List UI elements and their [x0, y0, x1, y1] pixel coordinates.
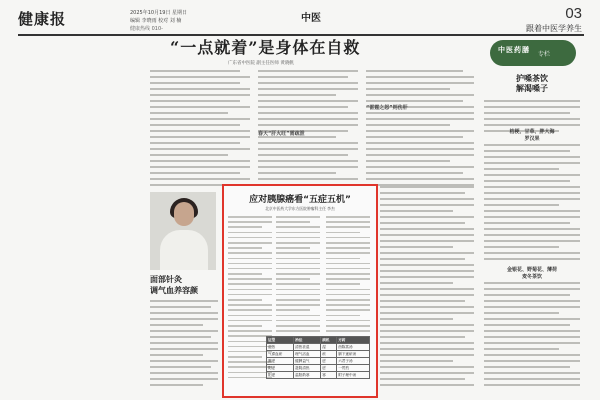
table-cell: 寒 [321, 372, 337, 379]
sidebar-subhead-2: 罗汉果 [524, 136, 540, 142]
issue-date: 2025年10月19日 星期日 [130, 10, 188, 16]
table-cell: 茵陈蒿汤 [337, 344, 370, 351]
table-cell: 证型 [267, 337, 294, 344]
table-cell: 病机 [321, 337, 337, 344]
column-logo-sub: 专栏 [538, 51, 551, 58]
table-cell: 理气活血 [294, 351, 321, 358]
text-column-3 [366, 70, 474, 190]
article-title: 应对胰腺癌看“五症五机” [249, 195, 351, 205]
table-cell: 脾虚 [267, 358, 294, 365]
table-cell: 瘀 [321, 351, 337, 358]
newspaper-logo: 健康报 [18, 10, 67, 28]
subsection-name: 跟着中医学养生 [526, 24, 582, 33]
inline-subhead-2: “雷霆之怒”则伤肝 [366, 105, 408, 111]
editor-line: 编辑 李晓雨 校对 刘 楠 [130, 18, 182, 24]
sidebar-text-2 [484, 144, 580, 264]
table-row [267, 344, 370, 351]
table-cell: 一贯煎 [337, 365, 370, 372]
sidebar-subhead-4: 麦冬茶饮 [521, 274, 542, 280]
section-name: 中医 [301, 13, 321, 24]
table-row [267, 351, 370, 358]
table-cell: 气滞血瘀 [267, 351, 294, 358]
sidebar-subhead-1: 桔梗、甘草、胖大海 [509, 129, 555, 135]
table-cell: 阳虚 [267, 372, 294, 379]
table-cell: 六君子汤 [337, 358, 370, 365]
table-cell: 温阳散寒 [294, 372, 321, 379]
table-cell: 湿热 [267, 344, 294, 351]
table-cell: 健脾益气 [294, 358, 321, 365]
table-row [267, 372, 370, 379]
table-row [267, 358, 370, 365]
headline-byline: 广东省中医院 副主任医师 黄晓帆 [228, 61, 294, 66]
article-column-2 [276, 216, 320, 335]
table-cell: 治法 [294, 337, 321, 344]
text-column-lower-left [150, 300, 218, 390]
sidebar-subhead-3: 金银花、野菊花、薄荷 [506, 267, 557, 273]
column-logo [490, 40, 576, 66]
table-cell: 方药 [337, 337, 370, 344]
masthead [18, 5, 584, 36]
table-cell: 膈下逐瘀汤 [337, 351, 370, 358]
main-headline: “一点就着”是身体在自救 [170, 38, 361, 57]
table-cell: 湿 [321, 344, 337, 351]
table-cell: 清热祛湿 [294, 344, 321, 351]
text-column-lower-right [380, 186, 474, 390]
table-cell: 虚 [321, 358, 337, 365]
table-cell: 附子理中汤 [337, 372, 370, 379]
hotline: 健康热线 010- [130, 26, 163, 32]
right-sidebar [480, 36, 584, 394]
table-cell: 滋阴清热 [294, 365, 321, 372]
inline-subhead-1: 春天“肝火旺”需疏泄 [258, 131, 305, 137]
text-column-1 [150, 70, 250, 190]
sidebar-text-3 [484, 282, 580, 390]
column-logo-text: 中医药膳 [498, 46, 530, 54]
doctor-photo [150, 192, 216, 270]
syndrome-table [266, 336, 370, 379]
sidebar-title: 护嗓茶饮 解渴嗓子 [516, 74, 548, 93]
table-cell: 阴虚 [267, 365, 294, 372]
photo-caption: 面部针灸 调气血养容颜 [150, 275, 198, 295]
article-author: 北京中医药大学东方医院肿瘤科主任 李杰 [265, 206, 335, 211]
table-row [267, 365, 370, 372]
page-number: 03 [565, 5, 582, 22]
article-column-3 [326, 216, 370, 335]
highlighted-article [222, 184, 378, 398]
table-cell: 虚 [321, 365, 337, 372]
table-header-row [267, 337, 370, 344]
